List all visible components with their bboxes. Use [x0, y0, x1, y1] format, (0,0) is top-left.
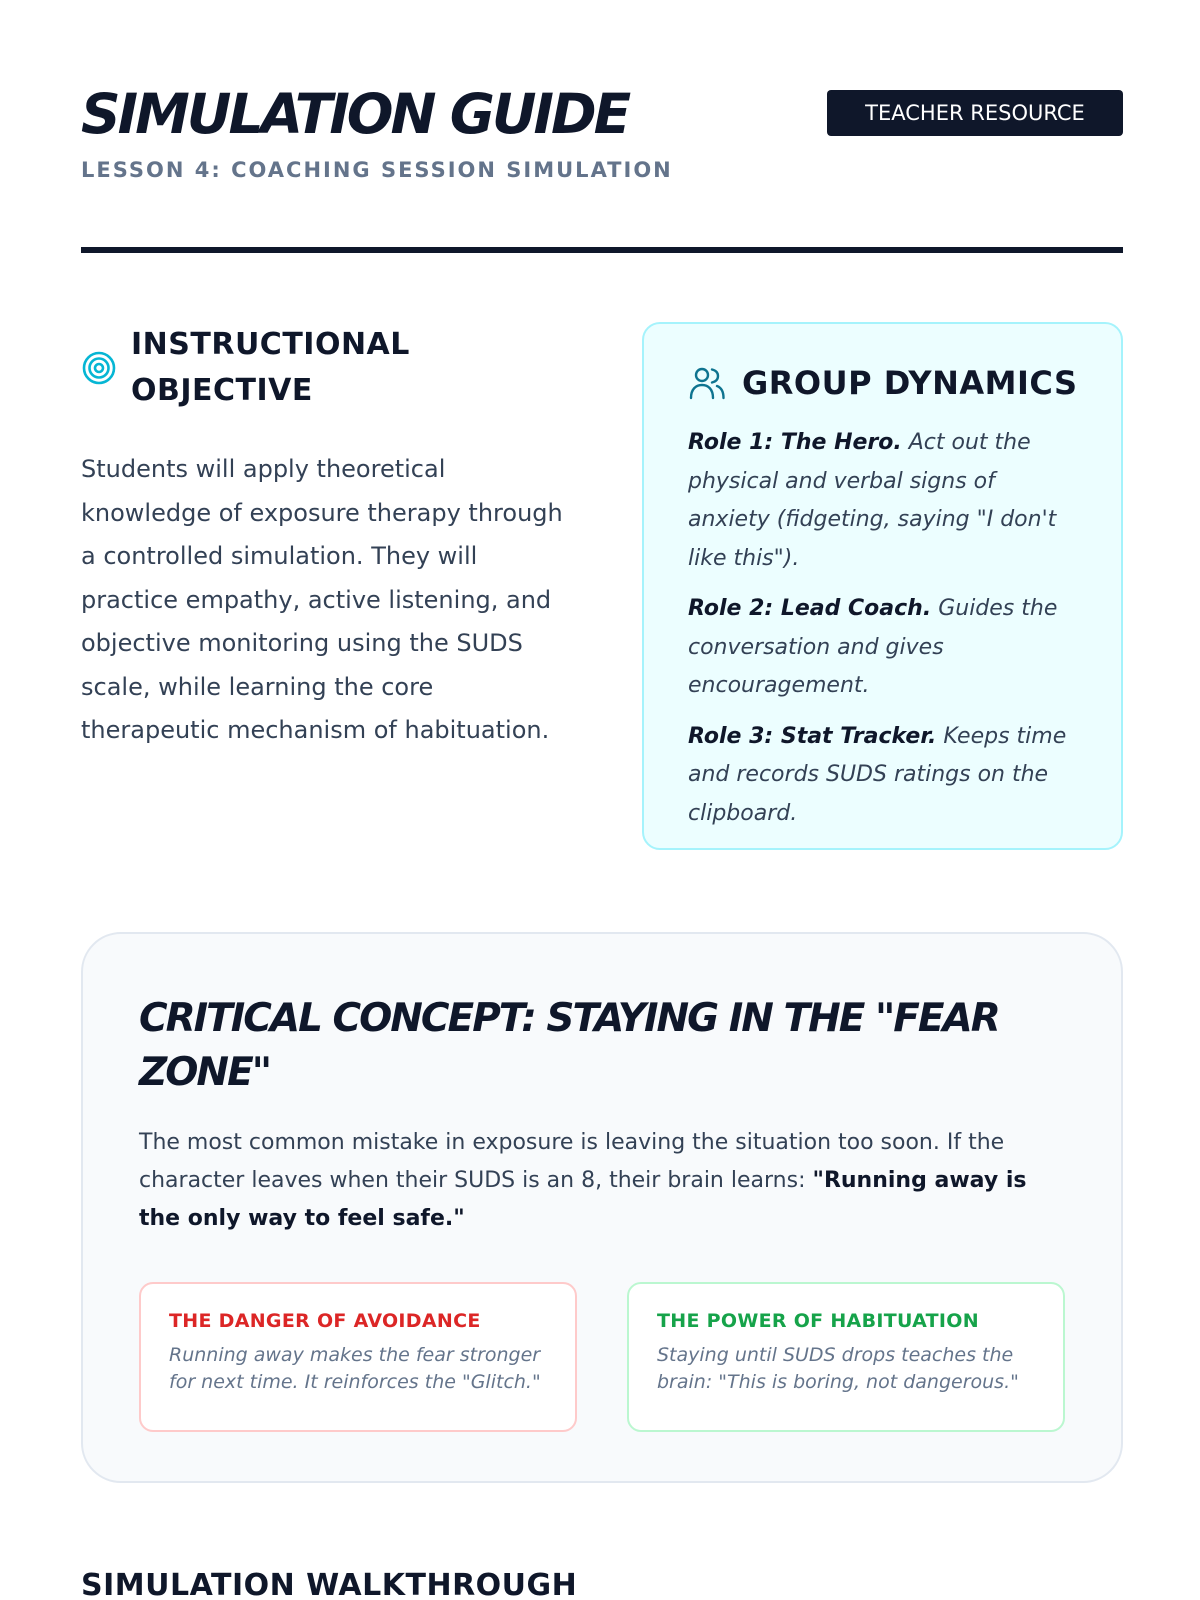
- page-subtitle: LESSON 4: COACHING SESSION SIMULATION: [81, 158, 673, 182]
- page-header: [81, 80, 1123, 182]
- power-of-habituation-card: [627, 1282, 1065, 1432]
- role-description: Act out the physical and verbal signs of anxiety (fidgeting, saying "I don't like this").: [688, 430, 1057, 571]
- danger-of-avoidance-card: [139, 1282, 577, 1432]
- role-label: Role 3: Stat Tracker.: [688, 723, 937, 749]
- danger-card-text: Running away makes the fear stronger for next time. It reinforces the "Glitch.": [169, 1344, 541, 1393]
- role-label: Role 2: Lead Coach.: [688, 596, 932, 621]
- objective-text: Students will apply theoretical knowledge of exposure therapy through a controlled simulation. They will practice empathy, active listening, and objective monitoring using the SUDS scale, while learning the core therapeutic mechanism of habituation.: [81, 455, 563, 744]
- objective-heading: [81, 322, 571, 414]
- target-icon: [81, 350, 117, 386]
- role-item: [688, 590, 1077, 706]
- critical-concept-panel: [81, 932, 1123, 1483]
- role-description: Guides the conversation and gives encouragement.: [688, 596, 1058, 698]
- users-icon: [688, 364, 726, 402]
- roles-list: [688, 424, 1077, 833]
- group-dynamics-title: GROUP DYNAMICS: [742, 364, 1078, 402]
- instructional-objective-section: [81, 322, 571, 753]
- concept-cards: [139, 1282, 1065, 1432]
- role-label: Role 1: The Hero.: [688, 430, 902, 455]
- role-item: [688, 718, 1077, 834]
- page-title: SIMULATION GUIDE: [81, 82, 629, 146]
- header-divider: [81, 247, 1123, 253]
- objective-title: INSTRUCTIONAL OBJECTIVE: [131, 327, 410, 408]
- critical-concept-text: [139, 1124, 1065, 1238]
- danger-card-title: THE DANGER OF AVOIDANCE: [169, 1310, 481, 1332]
- critical-concept-emphasis: "Running away is the only way to feel safe.": [139, 1168, 1027, 1231]
- group-dynamics-heading: [688, 364, 1077, 402]
- critical-concept-body: The most common mistake in exposure is leaving the situation too soon. If the character leaves when their SUDS is an 8, their brain learns:: [139, 1130, 1005, 1193]
- power-card-text: Staying until SUDS drops teaches the brain: "This is boring, not dangerous.": [657, 1344, 1019, 1393]
- power-card-title: THE POWER OF HABITUATION: [657, 1310, 979, 1332]
- critical-concept-title: CRITICAL CONCEPT: STAYING IN THE "FEAR ZONE": [139, 996, 999, 1095]
- role-item: [688, 424, 1077, 578]
- role-description: Keeps time and records SUDS ratings on the clipboard.: [688, 723, 1067, 826]
- group-dynamics-card: [642, 322, 1123, 850]
- teacher-resource-badge: TEACHER RESOURCE: [827, 90, 1123, 136]
- simulation-walkthrough-heading: SIMULATION WALKTHROUGH: [81, 1568, 578, 1600]
